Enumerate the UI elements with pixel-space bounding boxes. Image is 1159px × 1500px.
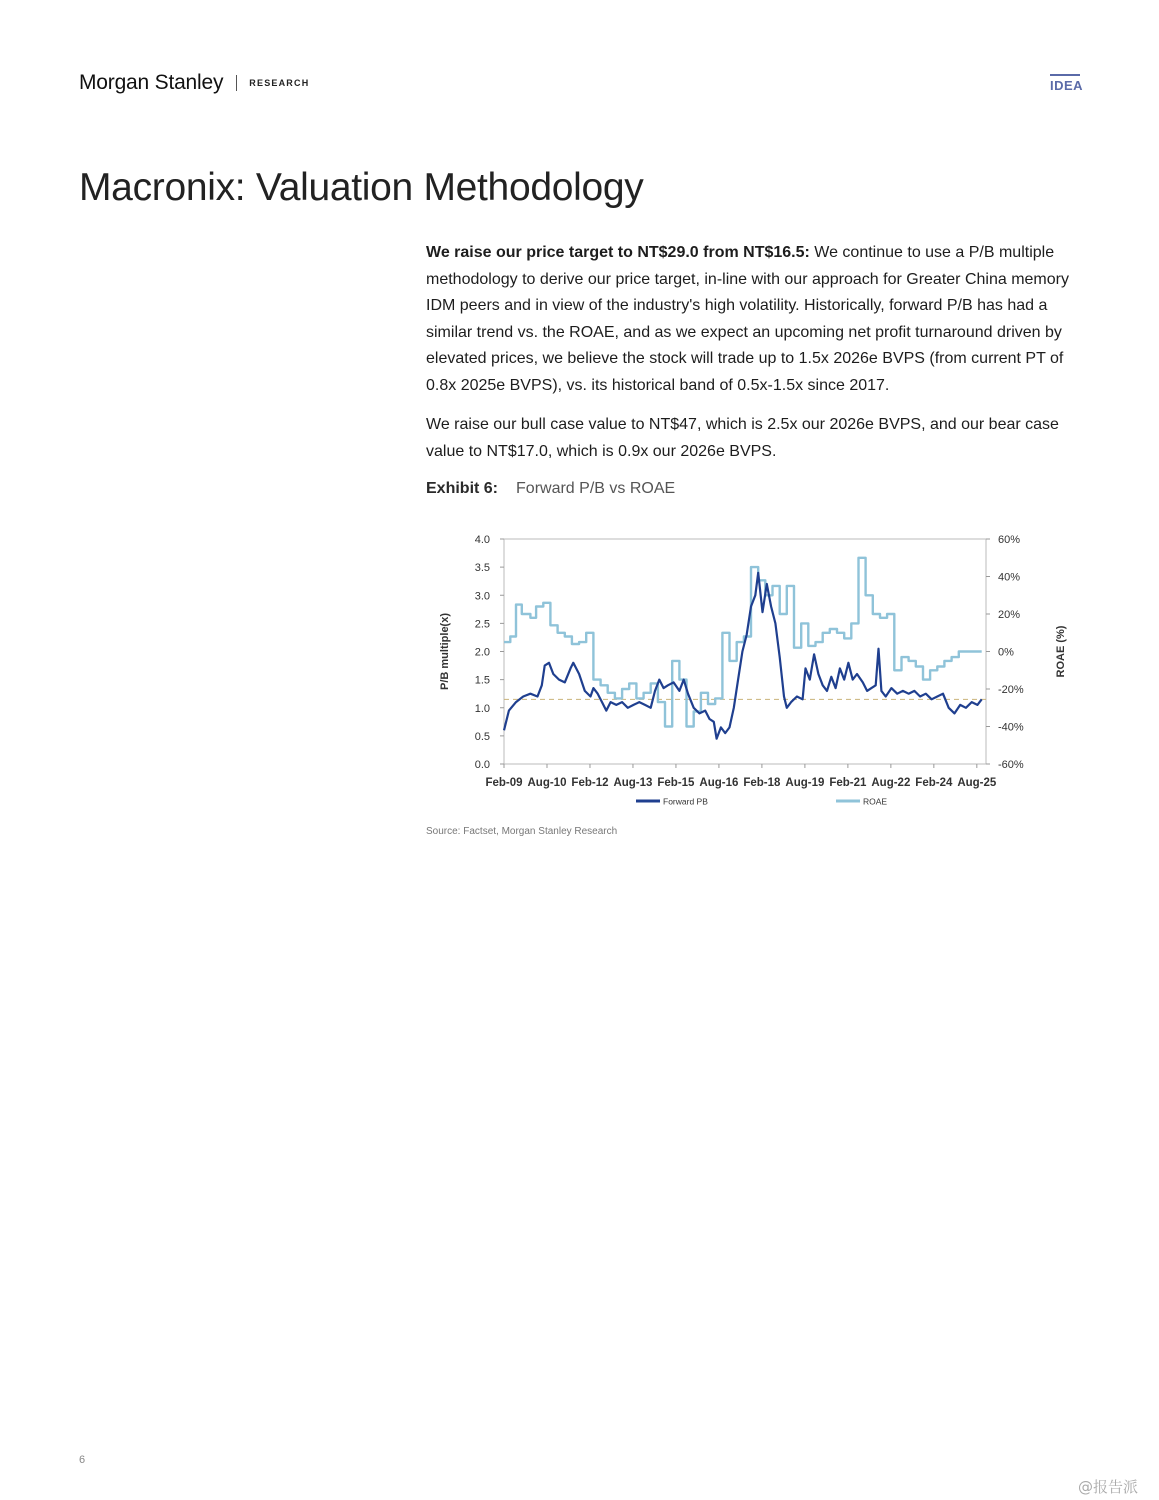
y-left-tick-label: 3.5 (474, 562, 490, 575)
x-tick-label: Aug-16 (699, 777, 739, 789)
y-left-axis-label: P/B multiple(x) (439, 612, 451, 691)
y-right-tick-label: -40% (998, 721, 1024, 734)
paragraph-lead: We raise our price target to NT$29.0 from NT$16.5: (426, 244, 810, 261)
legend-label: Forward PB (663, 796, 708, 807)
idea-tag-bar (1050, 74, 1080, 76)
x-tick-label: Feb-18 (743, 777, 781, 789)
y-left-tick-label: 0.5 (474, 730, 490, 743)
page-number: 6 (79, 1454, 86, 1466)
x-tick-label: Feb-09 (485, 777, 523, 789)
y-left-tick-label: 4.0 (474, 534, 490, 546)
plot-frame (504, 539, 986, 764)
x-tick-label: Feb-15 (657, 777, 695, 789)
x-tick-label: Aug-13 (613, 777, 653, 789)
exhibit-label: Exhibit 6: (426, 480, 499, 497)
y-left-tick-label: 2.5 (474, 618, 490, 631)
y-right-tick-label: 20% (998, 609, 1021, 621)
brand-subtitle: RESEARCH (249, 78, 310, 88)
watermark: @报告派 (1078, 1478, 1139, 1496)
x-tick-label: Aug-25 (957, 777, 997, 789)
y-right-tick-label: 0% (998, 646, 1014, 659)
legend-label: ROAE (863, 796, 888, 807)
series-line-roae (504, 558, 982, 727)
chart-container (426, 520, 1067, 815)
y-right-tick-label: -20% (998, 684, 1024, 696)
series-line-forward-pb (504, 573, 982, 739)
y-left-tick-label: 0.0 (474, 759, 490, 771)
exhibit-title: Forward P/B vs ROAE (516, 480, 676, 497)
x-tick-label: Feb-12 (571, 777, 609, 789)
x-tick-label: Aug-10 (527, 777, 567, 789)
exhibit-caption (426, 480, 675, 498)
brand-divider (236, 75, 237, 91)
y-right-tick-label: -60% (998, 759, 1024, 771)
y-left-tick-label: 2.0 (474, 646, 490, 659)
paragraph-body: We continue to use a P/B multiple methodology to derive our price target, in-line with our approach for Greater China memory IDM peers and in view of the industry's high volatility. Historically, forward P/B has had a similar trend vs. the ROAE, and as we expect an upcoming net profit turnaround driven by elevated prices, we believe the stock will trade up to 1.5x 2026e BVPS (from current PT of 0.8x 2025e BVPS), vs. its historical band of 0.5x-1.5x since 2017. (426, 244, 1069, 394)
page-title: Macronix: Valuation Methodology (79, 166, 644, 209)
x-tick-label: Feb-21 (829, 777, 867, 789)
y-left-tick-label: 1.0 (474, 702, 490, 715)
x-tick-label: Aug-19 (785, 777, 825, 789)
paragraph-price-target (426, 240, 1086, 399)
source-note: Source: Factset, Morgan Stanley Research (426, 826, 618, 837)
y-left-tick-label: 1.5 (474, 674, 490, 687)
x-tick-label: Feb-24 (915, 777, 953, 789)
idea-tag: IDEA (1050, 78, 1084, 93)
header-brand (79, 68, 309, 98)
brand-logo: Morgan Stanley (79, 71, 224, 94)
forward-pb-roae-chart (426, 520, 1067, 815)
y-right-tick-label: 40% (998, 571, 1021, 584)
body-text (426, 240, 1086, 478)
y-left-tick-label: 3.0 (474, 590, 490, 603)
x-tick-label: Aug-22 (871, 777, 911, 789)
y-right-axis-label: ROAE (%) (1055, 625, 1067, 678)
paragraph-bull-bear: We raise our bull case value to NT$47, which is 2.5x our 2026e BVPS, and our bear case value to NT$17.0, which is 0.9x our 2026e BVPS. (426, 416, 1059, 460)
y-right-tick-label: 60% (998, 534, 1021, 546)
